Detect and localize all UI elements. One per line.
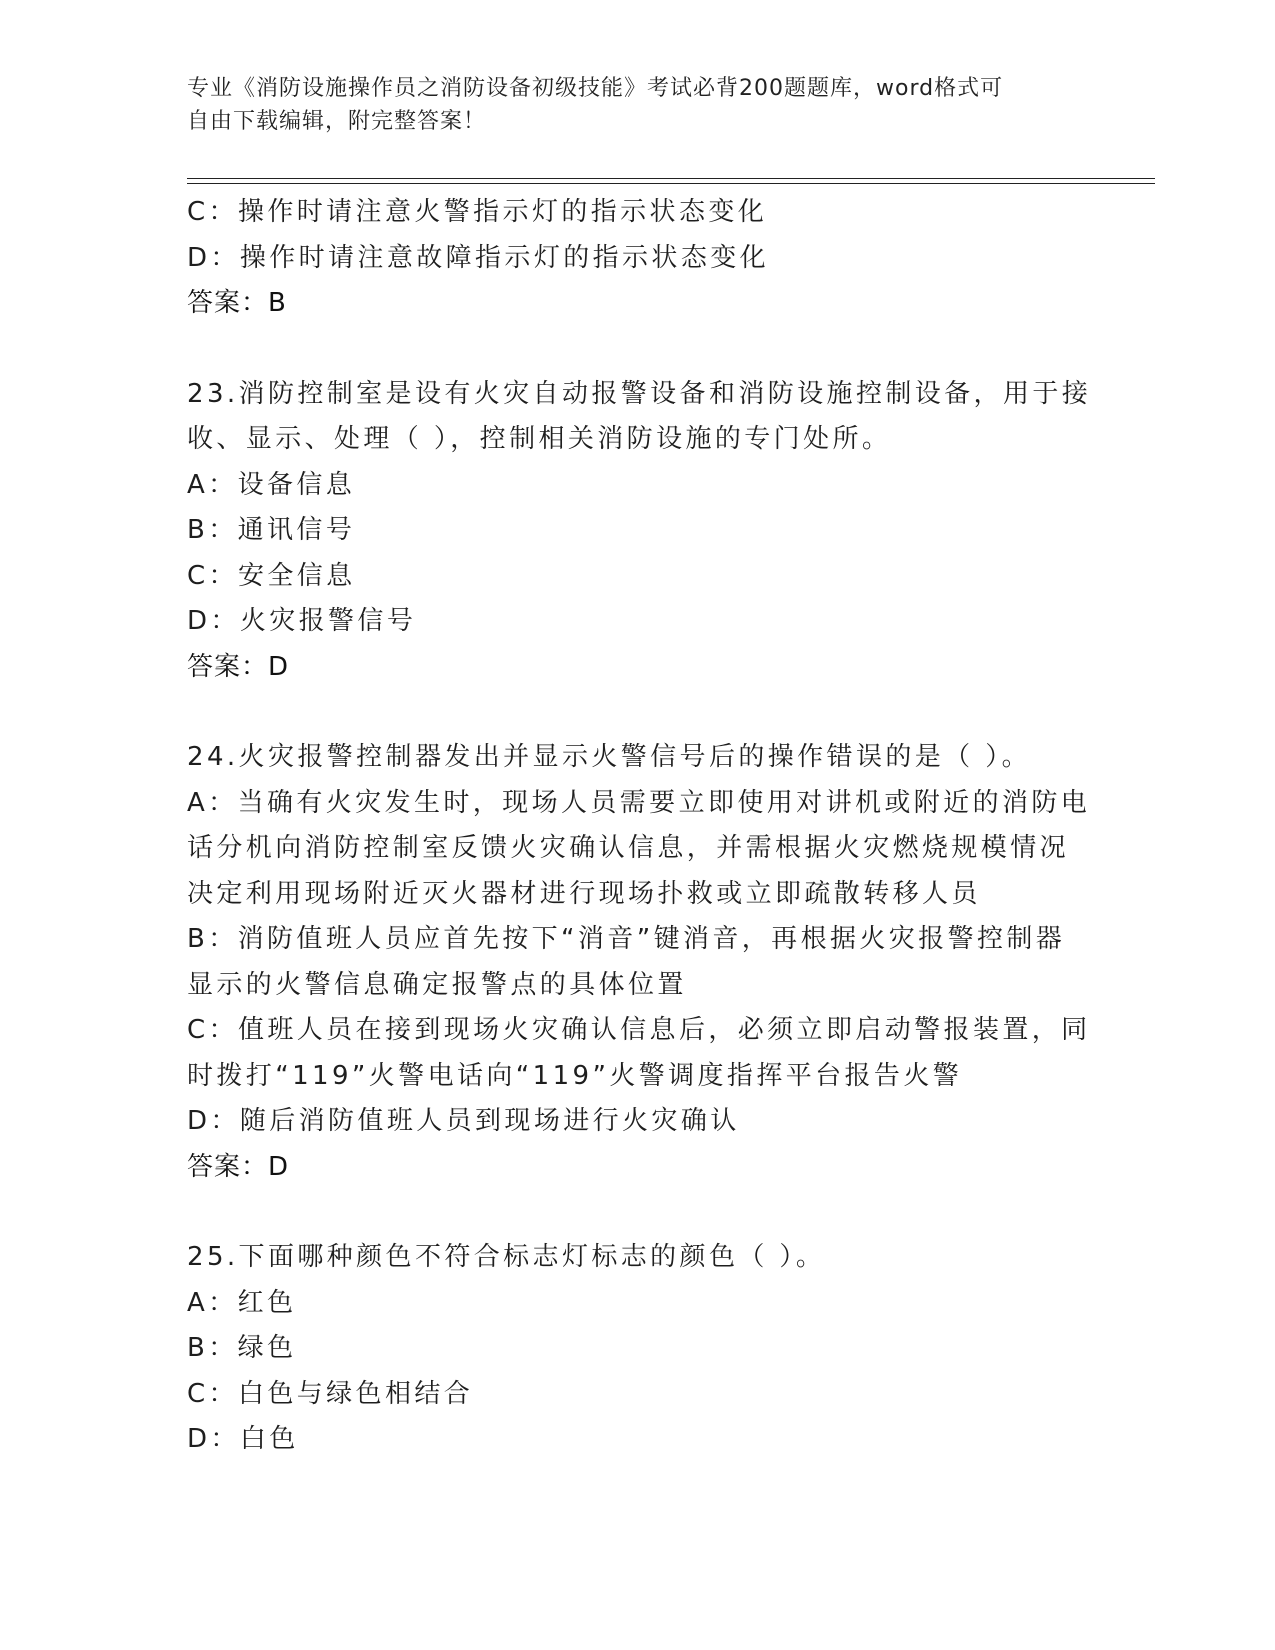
question-25 <box>187 1235 1087 1463</box>
q22-answer: 答案：B <box>187 288 287 318</box>
q24-option-a-line-1: A：当确有火灾发生时，现场人员需要立即使用对讲机或附近的消防电 <box>187 787 1091 818</box>
q23-option-d: D：火灾报警信号 <box>187 606 417 636</box>
q24-option-c-line-2: 时拨打“119”火警电话向“119”火警调度指挥平台报告火警 <box>187 1060 963 1091</box>
q24-option-c-line-1: C：值班人员在接到现场火灾确认信息后，必须立即启动警报装置，同 <box>187 1015 1091 1045</box>
q22-option-d: D：操作时请注意故障指示灯的指示状态变化 <box>187 242 770 273</box>
q23-option-a: A：设备信息 <box>187 469 356 500</box>
header-title-line-2: 自由下载编辑，附完整答案！ <box>187 109 487 134</box>
q24-option-d: D：随后消防值班人员到现场进行火灾确认 <box>187 1106 740 1136</box>
q23-stem-line-2: 收、显示、处理（ ），控制相关消防设施的专门处所。 <box>187 424 892 454</box>
q24-option-a-line-2: 话分机向消防控制室反馈火灾确认信息，并需根据火灾燃烧规模情况 <box>187 833 1070 863</box>
q24-option-b-line-1: B：消防值班人员应首先按下“消音”键消音，再根据火灾报警控制器 <box>187 924 1066 954</box>
q25-stem-line-1: 25.下面哪种颜色不符合标志灯标志的颜色（ ）。 <box>187 1242 826 1272</box>
q22-option-c: C：操作时请注意火警指示灯的指示状态变化 <box>187 197 768 227</box>
q24-answer: 答案：D <box>187 1151 290 1182</box>
q23-option-c: C：安全信息 <box>187 560 356 591</box>
document-header <box>187 72 1087 138</box>
header-rule-top <box>187 178 1155 179</box>
q23-answer: 答案：D <box>187 651 290 682</box>
q24-option-b-line-2: 显示的火警信息确定报警点的具体位置 <box>187 969 687 1000</box>
spacer <box>187 1190 1087 1235</box>
q23-option-b: B：通讯信号 <box>187 515 356 545</box>
q25-option-d: D：白色 <box>187 1424 299 1454</box>
q25-option-a: A：红色 <box>187 1287 297 1318</box>
header-rule-bottom <box>187 183 1155 184</box>
question-content <box>187 190 1092 1463</box>
question-24 <box>187 735 1091 1190</box>
q25-option-b: B：绿色 <box>187 1333 297 1363</box>
header-title-line-1: 专业《消防设施操作员之消防设备初级技能》考试必背200题题库，word格式可 <box>187 76 1004 101</box>
q24-stem-line-1: 24.火灾报警控制器发出并显示火警信号后的操作错误的是（ ）。 <box>187 742 1032 772</box>
q23-stem-line-1: 23.消防控制室是设有火灾自动报警设备和消防设施控制设备，用于接 <box>187 378 1092 409</box>
question-23 <box>187 372 1092 691</box>
q24-option-a-line-3: 决定利用现场附近灭火器材进行现场扑救或立即疏散转移人员 <box>187 878 981 909</box>
spacer <box>187 327 1087 372</box>
q25-option-c: C：白色与绿色相结合 <box>187 1378 474 1409</box>
spacer <box>187 690 1087 735</box>
